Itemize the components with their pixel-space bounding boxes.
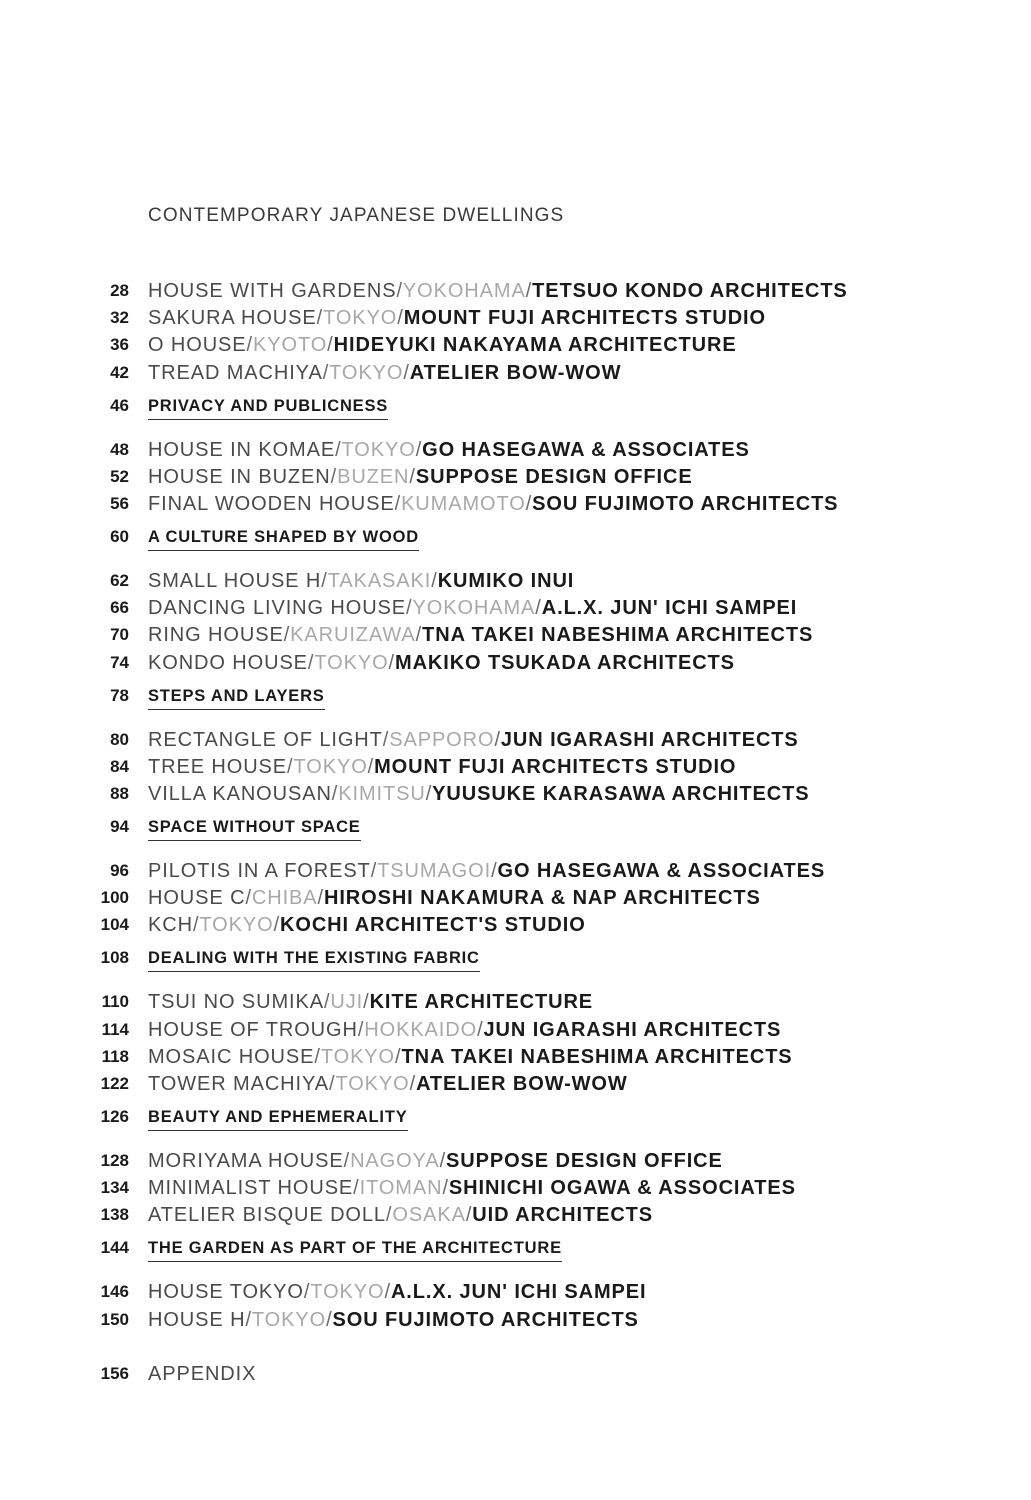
project-city: YOKOHAMA bbox=[412, 597, 536, 619]
entry-text bbox=[148, 989, 593, 1015]
architect-name: HIDEYUKI NAKAYAMA ARCHITECTURE bbox=[333, 334, 737, 356]
page-number: 126 bbox=[100, 1107, 129, 1126]
page-number: 56 bbox=[110, 494, 129, 513]
toc-section-heading bbox=[0, 526, 1031, 552]
section-title: BEAUTY AND EPHEMERALITY bbox=[148, 1106, 408, 1131]
separator: / bbox=[246, 334, 254, 356]
project-name: MORIYAMA HOUSE bbox=[148, 1150, 344, 1172]
toc-entry bbox=[0, 568, 1031, 594]
project-name: RING HOUSE bbox=[148, 624, 284, 646]
project-city: BUZEN bbox=[337, 466, 410, 488]
project-name: MOSAIC HOUSE bbox=[148, 1046, 315, 1068]
separator: / bbox=[385, 1204, 393, 1226]
section-title: PRIVACY AND PUBLICNESS bbox=[148, 395, 388, 420]
book-title: CONTEMPORARY JAPANESE DWELLINGS bbox=[148, 205, 565, 226]
separator: / bbox=[316, 307, 324, 329]
page-number: 122 bbox=[100, 1074, 129, 1093]
project-city: TSUMAGOI bbox=[377, 860, 492, 882]
page-number: 74 bbox=[110, 653, 129, 672]
separator: / bbox=[409, 1073, 417, 1095]
entry-text bbox=[148, 1307, 639, 1333]
entry-text bbox=[148, 568, 574, 594]
entry-text bbox=[148, 332, 737, 358]
toc-entry bbox=[0, 885, 1031, 911]
project-name: RECTANGLE OF LIGHT bbox=[148, 729, 383, 751]
toc-entry bbox=[0, 1307, 1031, 1333]
page-number: 62 bbox=[110, 571, 129, 590]
project-city: TOKYO bbox=[335, 1073, 410, 1095]
project-name: HOUSE TOKYO bbox=[148, 1281, 304, 1303]
entry-text bbox=[148, 360, 621, 386]
toc-entry bbox=[0, 1071, 1031, 1097]
architect-name: SUPPOSE DESIGN OFFICE bbox=[415, 466, 693, 488]
section-title: DEALING WITH THE EXISTING FABRIC bbox=[148, 947, 480, 972]
page-number: 104 bbox=[100, 915, 129, 934]
project-name: VILLA KANOUSAN bbox=[148, 783, 332, 805]
separator: / bbox=[367, 756, 375, 778]
project-name: FINAL WOODEN HOUSE bbox=[148, 493, 395, 515]
separator: / bbox=[330, 466, 338, 488]
separator: / bbox=[370, 860, 378, 882]
separator: / bbox=[363, 991, 370, 1013]
page-number: 94 bbox=[110, 817, 129, 836]
entry-text bbox=[148, 781, 809, 807]
architect-name: KUMIKO INUI bbox=[437, 570, 575, 592]
separator: / bbox=[322, 362, 330, 384]
entry-text bbox=[148, 278, 848, 304]
page-number: 32 bbox=[110, 308, 129, 327]
architect-name: TETSUO KONDO ARCHITECTS bbox=[532, 280, 848, 302]
toc-entry bbox=[0, 278, 1031, 304]
architect-name: SUPPOSE DESIGN OFFICE bbox=[446, 1150, 723, 1172]
architect-name: KOCHI ARCHITECT'S STUDIO bbox=[280, 914, 586, 936]
project-city: TOKYO bbox=[293, 756, 368, 778]
separator: / bbox=[331, 783, 339, 805]
architect-name: A.L.X. JUN' ICHI SAMPEI bbox=[390, 1281, 647, 1303]
project-name: HOUSE IN BUZEN bbox=[148, 466, 331, 488]
separator: / bbox=[477, 1019, 484, 1041]
architect-name: MOUNT FUJI ARCHITECTS STUDIO bbox=[403, 307, 766, 329]
project-city: UJI bbox=[330, 991, 364, 1013]
entry-text bbox=[148, 1279, 646, 1305]
architect-name: TNA TAKEI NABESHIMA ARCHITECTS bbox=[401, 1046, 793, 1068]
toc-entry bbox=[0, 332, 1031, 358]
separator: / bbox=[317, 887, 324, 909]
separator: / bbox=[357, 1019, 365, 1041]
architect-name: ATELIER BOW-WOW bbox=[416, 1073, 628, 1095]
toc-entry bbox=[0, 360, 1031, 386]
entry-text bbox=[148, 754, 736, 780]
separator: / bbox=[395, 1046, 402, 1068]
architect-name: HIROSHI NAKAMURA & NAP ARCHITECTS bbox=[324, 887, 761, 909]
page-number: 146 bbox=[100, 1282, 129, 1301]
separator: / bbox=[535, 597, 542, 619]
toc-section-heading bbox=[0, 395, 1031, 421]
separator: / bbox=[321, 570, 328, 592]
project-city: TOKYO bbox=[251, 1309, 327, 1331]
entry-text bbox=[148, 437, 750, 463]
entry-text bbox=[148, 885, 761, 911]
separator: / bbox=[431, 570, 438, 592]
separator: / bbox=[343, 1150, 351, 1172]
project-name: HOUSE WITH GARDENS bbox=[148, 280, 397, 302]
separator: / bbox=[491, 860, 498, 882]
project-city: TOKYO bbox=[310, 1281, 385, 1303]
entry-text bbox=[148, 727, 799, 753]
project-name: ATELIER BISQUE DOLL bbox=[148, 1204, 386, 1226]
project-name: SAKURA HOUSE bbox=[148, 307, 317, 329]
separator: / bbox=[283, 624, 291, 646]
project-name: HOUSE IN KOMAE bbox=[148, 439, 336, 461]
toc-entry bbox=[0, 1175, 1031, 1201]
page-number: 66 bbox=[110, 598, 129, 617]
entry-text bbox=[148, 1148, 723, 1174]
toc-entry bbox=[0, 464, 1031, 490]
toc-section-heading bbox=[0, 947, 1031, 973]
separator: / bbox=[245, 887, 252, 909]
section-title: A CULTURE SHAPED BY WOOD bbox=[148, 526, 419, 551]
entry-text bbox=[148, 912, 586, 938]
project-city: KIMITSU bbox=[338, 783, 426, 805]
entry-text bbox=[148, 622, 813, 648]
entry-text bbox=[148, 305, 766, 331]
toc-entry bbox=[0, 1148, 1031, 1174]
page-number: 88 bbox=[110, 784, 129, 803]
entry-text bbox=[148, 1071, 628, 1097]
project-name: TREAD MACHIYA bbox=[148, 362, 323, 384]
architect-name: JUN IGARASHI ARCHITECTS bbox=[483, 1019, 782, 1041]
separator: / bbox=[307, 652, 315, 674]
entry-text bbox=[148, 595, 797, 621]
project-city: OSAKA bbox=[392, 1204, 466, 1226]
separator: / bbox=[192, 914, 200, 936]
separator: / bbox=[397, 307, 404, 329]
entry-text bbox=[148, 858, 825, 884]
toc-entry bbox=[0, 1279, 1031, 1305]
toc-entry bbox=[0, 912, 1031, 938]
separator: / bbox=[494, 729, 501, 751]
project-name: HOUSE OF TROUGH bbox=[148, 1019, 358, 1041]
separator: / bbox=[442, 1177, 449, 1199]
architect-name: SHINICHI OGAWA & ASSOCIATES bbox=[448, 1177, 796, 1199]
entry-text bbox=[148, 1202, 653, 1228]
project-city: TOKYO bbox=[320, 1046, 396, 1068]
architect-name: SOU FUJIMOTO ARCHITECTS bbox=[332, 1309, 639, 1331]
architect-name: YUUSUKE KARASAWA ARCHITECTS bbox=[432, 783, 810, 805]
page-number: 110 bbox=[101, 992, 129, 1011]
page-number: 150 bbox=[100, 1310, 129, 1329]
project-name: HOUSE C bbox=[148, 887, 246, 909]
page-number: 28 bbox=[110, 281, 129, 300]
project-city: TOKYO bbox=[323, 307, 398, 329]
toc-entry bbox=[0, 1044, 1031, 1070]
page-number: 118 bbox=[101, 1047, 129, 1066]
toc-entry bbox=[0, 491, 1031, 517]
separator: / bbox=[409, 466, 416, 488]
separator: / bbox=[525, 493, 533, 515]
project-city: NAGOYA bbox=[350, 1150, 440, 1172]
page-number: 42 bbox=[110, 363, 129, 382]
toc-entry bbox=[0, 595, 1031, 621]
page-number: 108 bbox=[100, 948, 129, 967]
project-city: TAKASAKI bbox=[327, 570, 432, 592]
toc-entry bbox=[0, 1202, 1031, 1228]
architect-name: SOU FUJIMOTO ARCHITECTS bbox=[532, 493, 839, 515]
toc-entry bbox=[0, 781, 1031, 807]
entry-text bbox=[148, 1044, 793, 1070]
project-city: TOKYO bbox=[329, 362, 404, 384]
entry-text bbox=[148, 464, 693, 490]
separator: / bbox=[415, 624, 423, 646]
separator: / bbox=[353, 1177, 360, 1199]
architect-name: A.L.X. JUN' ICHI SAMPEI bbox=[541, 597, 798, 619]
architect-name: UID ARCHITECTS bbox=[472, 1204, 654, 1226]
separator: / bbox=[525, 280, 533, 302]
separator: / bbox=[287, 756, 294, 778]
separator: / bbox=[425, 783, 433, 805]
separator: / bbox=[388, 652, 396, 674]
toc-section-heading bbox=[0, 816, 1031, 842]
toc-entry bbox=[0, 437, 1031, 463]
architect-name: MOUNT FUJI ARCHITECTS STUDIO bbox=[374, 756, 737, 778]
architect-name: TNA TAKEI NABESHIMA ARCHITECTS bbox=[422, 624, 814, 646]
project-name: TSUI NO SUMIKA bbox=[148, 991, 324, 1013]
project-name: O HOUSE bbox=[148, 334, 247, 356]
page-number: 84 bbox=[110, 757, 129, 776]
separator: / bbox=[245, 1309, 252, 1331]
separator: / bbox=[335, 439, 342, 461]
separator: / bbox=[384, 1281, 391, 1303]
entry-text bbox=[148, 1175, 796, 1201]
toc-entry bbox=[0, 754, 1031, 780]
toc-section-heading bbox=[0, 1106, 1031, 1132]
entry-text bbox=[148, 491, 838, 517]
page-number: 78 bbox=[110, 686, 129, 705]
separator: / bbox=[394, 493, 402, 515]
page-number: 114 bbox=[101, 1020, 129, 1039]
toc-section-heading bbox=[0, 685, 1031, 711]
toc-entry bbox=[0, 622, 1031, 648]
page-number: 156 bbox=[100, 1364, 129, 1383]
appendix-title: APPENDIX bbox=[148, 1363, 257, 1385]
page-number: 52 bbox=[110, 467, 129, 486]
toc-entry bbox=[0, 989, 1031, 1015]
architect-name: JUN IGARASHI ARCHITECTS bbox=[500, 729, 799, 751]
project-city: HOKKAIDO bbox=[364, 1019, 478, 1041]
page-number: 128 bbox=[100, 1151, 129, 1170]
toc-entry bbox=[0, 1017, 1031, 1043]
page-number: 100 bbox=[100, 888, 129, 907]
project-city: TOKYO bbox=[199, 914, 274, 936]
project-name: MINIMALIST HOUSE bbox=[148, 1177, 354, 1199]
section-title: SPACE WITHOUT SPACE bbox=[148, 816, 361, 841]
separator: / bbox=[314, 1046, 321, 1068]
page-number: 144 bbox=[100, 1238, 129, 1257]
page-number: 70 bbox=[110, 625, 129, 644]
separator: / bbox=[326, 1309, 333, 1331]
page-number: 46 bbox=[110, 396, 129, 415]
page-number: 134 bbox=[100, 1178, 129, 1197]
architect-name: ATELIER BOW-WOW bbox=[409, 362, 622, 384]
architect-name: KITE ARCHITECTURE bbox=[369, 991, 594, 1013]
architect-name: GO HASEGAWA & ASSOCIATES bbox=[422, 439, 750, 461]
separator: / bbox=[327, 334, 334, 356]
project-city: CHIBA bbox=[251, 887, 318, 909]
separator: / bbox=[396, 280, 403, 302]
project-name: DANCING LIVING HOUSE bbox=[148, 597, 407, 619]
project-name: KCH bbox=[148, 914, 193, 936]
project-city: SAPPORO bbox=[389, 729, 495, 751]
project-city: KARUIZAWA bbox=[290, 624, 416, 646]
section-title: STEPS AND LAYERS bbox=[148, 685, 325, 710]
page-number: 80 bbox=[110, 730, 129, 749]
entry-text bbox=[148, 1017, 781, 1043]
project-city: TOKYO bbox=[314, 652, 389, 674]
project-name: TREE HOUSE bbox=[148, 756, 288, 778]
section-title: THE GARDEN AS PART OF THE ARCHITECTURE bbox=[148, 1237, 562, 1262]
page-number: 36 bbox=[110, 335, 129, 354]
toc-entry bbox=[0, 727, 1031, 753]
separator: / bbox=[465, 1204, 473, 1226]
separator: / bbox=[415, 439, 423, 461]
separator: / bbox=[323, 991, 331, 1013]
project-name: HOUSE H bbox=[148, 1309, 246, 1331]
project-city: KUMAMOTO bbox=[401, 493, 526, 515]
architect-name: GO HASEGAWA & ASSOCIATES bbox=[497, 860, 826, 882]
toc-appendix bbox=[0, 1361, 1031, 1387]
toc-entry bbox=[0, 650, 1031, 676]
toc-entry bbox=[0, 305, 1031, 331]
separator: / bbox=[328, 1073, 336, 1095]
page-number: 48 bbox=[110, 440, 129, 459]
separator: / bbox=[439, 1150, 447, 1172]
separator: / bbox=[406, 597, 413, 619]
project-name: PILOTIS IN A FOREST bbox=[148, 860, 371, 882]
project-name: TOWER MACHIYA bbox=[148, 1073, 329, 1095]
project-city: KYOTO bbox=[253, 334, 328, 356]
project-city: TOKYO bbox=[341, 439, 416, 461]
separator: / bbox=[382, 729, 390, 751]
entry-text bbox=[148, 650, 735, 676]
page-number: 138 bbox=[100, 1205, 129, 1224]
project-city: ITOMAN bbox=[359, 1177, 443, 1199]
page-number: 96 bbox=[110, 861, 129, 880]
project-name: KONDO HOUSE bbox=[148, 652, 308, 674]
project-city: YOKOHAMA bbox=[402, 280, 526, 302]
toc-entry bbox=[0, 858, 1031, 884]
project-name: SMALL HOUSE H bbox=[148, 570, 322, 592]
separator: / bbox=[403, 362, 410, 384]
toc-section-heading bbox=[0, 1237, 1031, 1263]
separator: / bbox=[303, 1281, 311, 1303]
page-number: 60 bbox=[110, 527, 129, 546]
architect-name: MAKIKO TSUKADA ARCHITECTS bbox=[395, 652, 735, 674]
separator: / bbox=[273, 914, 281, 936]
